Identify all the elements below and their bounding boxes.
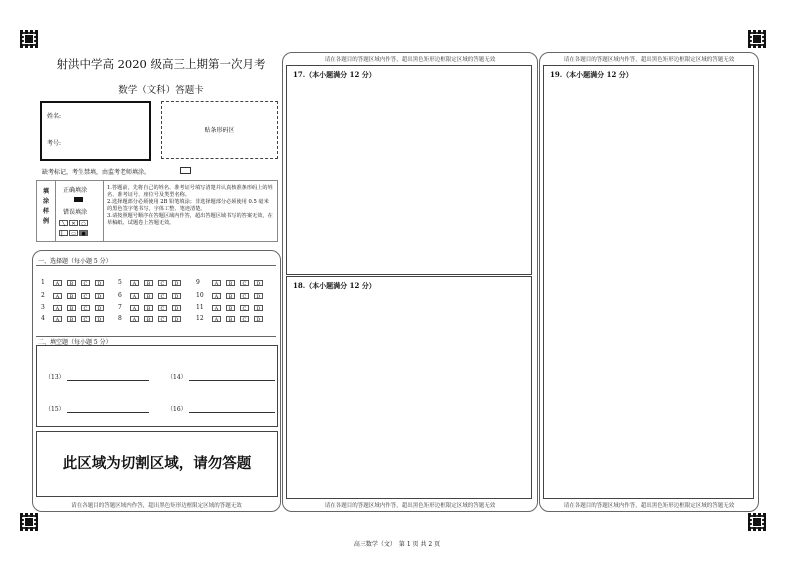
exam-title: 射洪中学高 2020 级高三上期第一次月考 bbox=[56, 57, 266, 71]
fill-title: 二、填空题（每小题 5 分） bbox=[38, 339, 112, 346]
option-a[interactable]: A bbox=[130, 316, 139, 322]
option-a[interactable]: A bbox=[130, 293, 139, 299]
id-label: 考号: bbox=[47, 140, 62, 147]
option-d[interactable]: D bbox=[95, 280, 104, 286]
qr-code-icon bbox=[20, 30, 38, 48]
option-a[interactable]: A bbox=[53, 316, 62, 322]
option-b[interactable]: B bbox=[226, 316, 235, 322]
mc-row: 10 A B C D bbox=[196, 292, 268, 299]
option-c[interactable]: C bbox=[240, 280, 249, 286]
instruction-2: 2.选择题部分必须使用 2B 铅笔填涂；非选择题部分必须使用 0.5 毫米的黑色签字笔书写，字体工整、笔迹清楚。 bbox=[107, 199, 269, 212]
name-label: 姓名: bbox=[47, 113, 62, 120]
mc-row: 5 A B C D bbox=[118, 279, 186, 286]
mc-row: 1 A B C D bbox=[41, 279, 109, 286]
wrong-fill-label: 错误填涂 bbox=[63, 209, 88, 216]
option-b[interactable]: B bbox=[144, 316, 153, 322]
q17-answer-area[interactable] bbox=[286, 65, 532, 275]
instructions bbox=[107, 185, 273, 227]
mc-row: 6 A B C D bbox=[118, 292, 186, 299]
option-b[interactable]: B bbox=[67, 305, 76, 311]
option-a[interactable]: A bbox=[212, 293, 221, 299]
q19-answer-area[interactable] bbox=[543, 65, 754, 499]
option-b[interactable]: B bbox=[144, 293, 153, 299]
option-a[interactable]: A bbox=[130, 280, 139, 286]
exam-subtitle: 数学（文科）答题卡 bbox=[118, 85, 204, 96]
instruction-box bbox=[36, 180, 278, 242]
option-d[interactable]: D bbox=[254, 293, 263, 299]
left-answer-panel bbox=[32, 250, 281, 512]
q13-line[interactable]: （13） bbox=[45, 372, 149, 381]
absent-note: 缺考标记，考生禁填，由监考老师填涂。 bbox=[42, 169, 151, 176]
option-a[interactable]: A bbox=[53, 305, 62, 311]
mc-row: 7 A B C D bbox=[118, 304, 186, 311]
option-a[interactable]: A bbox=[212, 305, 221, 311]
option-a[interactable]: A bbox=[53, 293, 62, 299]
option-c[interactable]: C bbox=[240, 316, 249, 322]
student-info-box bbox=[40, 101, 151, 161]
instruction-3: 3.请按照题号顺序在答题区域内作答，超出答题区域书写的答案无效，在草稿纸、试题卷上答题无效。 bbox=[107, 213, 273, 226]
correct-fill-label: 正确填涂 bbox=[63, 187, 88, 194]
option-c[interactable]: C bbox=[158, 305, 167, 311]
option-d[interactable]: D bbox=[172, 305, 181, 311]
mc-row: 8 A B C D bbox=[118, 315, 186, 322]
option-b[interactable]: B bbox=[226, 293, 235, 299]
instruction-1: 1.答题前，先将自己的姓名、准考证号填写清楚并认真核准条形码上的姓名、准考证号、座位号及类型名称。 bbox=[107, 185, 273, 198]
q15-line[interactable]: （15） bbox=[45, 404, 149, 413]
option-c[interactable]: C bbox=[240, 305, 249, 311]
fill-example-label: 填涂样例 bbox=[43, 188, 50, 225]
q17-title: 17.（本小题满分 12 分） bbox=[293, 70, 376, 79]
mc-row: 4 A B C D bbox=[41, 315, 109, 322]
option-b[interactable]: B bbox=[144, 280, 153, 286]
qr-code-icon bbox=[748, 513, 766, 531]
option-d[interactable]: D bbox=[254, 316, 263, 322]
boundary-note: 请在各题目的答题区域内作答，超出黑色矩形边框限定区域的答题无效 bbox=[563, 503, 735, 509]
option-a[interactable]: A bbox=[53, 280, 62, 286]
option-c[interactable]: C bbox=[81, 316, 90, 322]
q19-title: 19.（本小题满分 12 分） bbox=[550, 70, 633, 79]
option-d[interactable]: D bbox=[95, 316, 104, 322]
mc-title: 一、选择题（每小题 5 分） bbox=[38, 258, 112, 265]
option-d[interactable]: D bbox=[254, 280, 263, 286]
option-b[interactable]: B bbox=[67, 280, 76, 286]
q18-answer-area[interactable] bbox=[286, 276, 532, 499]
option-c[interactable]: C bbox=[81, 305, 90, 311]
option-b[interactable]: B bbox=[67, 316, 76, 322]
option-a[interactable]: A bbox=[212, 316, 221, 322]
option-b[interactable]: B bbox=[67, 293, 76, 299]
barcode-label: 贴条形码区 bbox=[204, 127, 235, 134]
option-c[interactable]: C bbox=[158, 316, 167, 322]
option-d[interactable]: D bbox=[95, 293, 104, 299]
qr-code-icon bbox=[748, 30, 766, 48]
fill-answer-box bbox=[36, 345, 278, 427]
option-c[interactable]: C bbox=[81, 293, 90, 299]
absent-checkbox bbox=[180, 167, 191, 174]
mc-row: 11 A B C D bbox=[196, 304, 268, 311]
mc-row: 12 A B C D bbox=[196, 315, 268, 322]
option-d[interactable]: D bbox=[172, 280, 181, 286]
option-c[interactable]: C bbox=[240, 293, 249, 299]
option-b[interactable]: B bbox=[144, 305, 153, 311]
mc-row: 3 A B C D bbox=[41, 304, 109, 311]
barcode-area bbox=[161, 101, 278, 159]
option-c[interactable]: C bbox=[158, 293, 167, 299]
page-footer: 高三数学（文） 第 1 页 共 2 页 bbox=[353, 541, 441, 548]
option-a[interactable]: A bbox=[212, 280, 221, 286]
option-b[interactable]: B bbox=[226, 280, 235, 286]
option-a[interactable]: A bbox=[130, 305, 139, 311]
wrong-fill-samples-2: ▏ ▭ ● bbox=[59, 229, 89, 236]
boundary-note: 请在各题目的答题区域内作答，超出黑色矩形边框限定区域的答题无效 bbox=[563, 57, 735, 63]
mc-row: 9 A B C D bbox=[196, 279, 268, 286]
option-c[interactable]: C bbox=[81, 280, 90, 286]
correct-fill-sample bbox=[74, 197, 83, 202]
wrong-fill-samples: ╲ ✕ ○ bbox=[59, 219, 89, 226]
qr-code-icon bbox=[20, 513, 38, 531]
option-d[interactable]: D bbox=[172, 293, 181, 299]
boundary-note: 请在各题目的答题区域内作答，超出黑色矩形边框限定区域的答题无效 bbox=[71, 503, 242, 509]
option-d[interactable]: D bbox=[254, 305, 263, 311]
cut-zone-text: 此区域为切割区域，请勿答题 bbox=[62, 456, 252, 472]
q16-line[interactable]: （16） bbox=[167, 404, 275, 413]
boundary-note: 请在各题目的答题区域内作答，超出黑色矩形边框限定区域的答题无效 bbox=[324, 57, 496, 63]
option-b[interactable]: B bbox=[226, 305, 235, 311]
option-d[interactable]: D bbox=[95, 305, 104, 311]
q14-line[interactable]: （14） bbox=[167, 372, 275, 381]
boundary-note: 请在各题目的答题区域内作答，超出黑色矩形边框限定区域的答题无效 bbox=[324, 503, 496, 509]
cut-zone bbox=[36, 431, 278, 497]
option-c[interactable]: C bbox=[158, 280, 167, 286]
option-d[interactable]: D bbox=[172, 316, 181, 322]
q18-title: 18.（本小题满分 12 分） bbox=[293, 281, 376, 290]
mc-row: 2 A B C D bbox=[41, 292, 109, 299]
